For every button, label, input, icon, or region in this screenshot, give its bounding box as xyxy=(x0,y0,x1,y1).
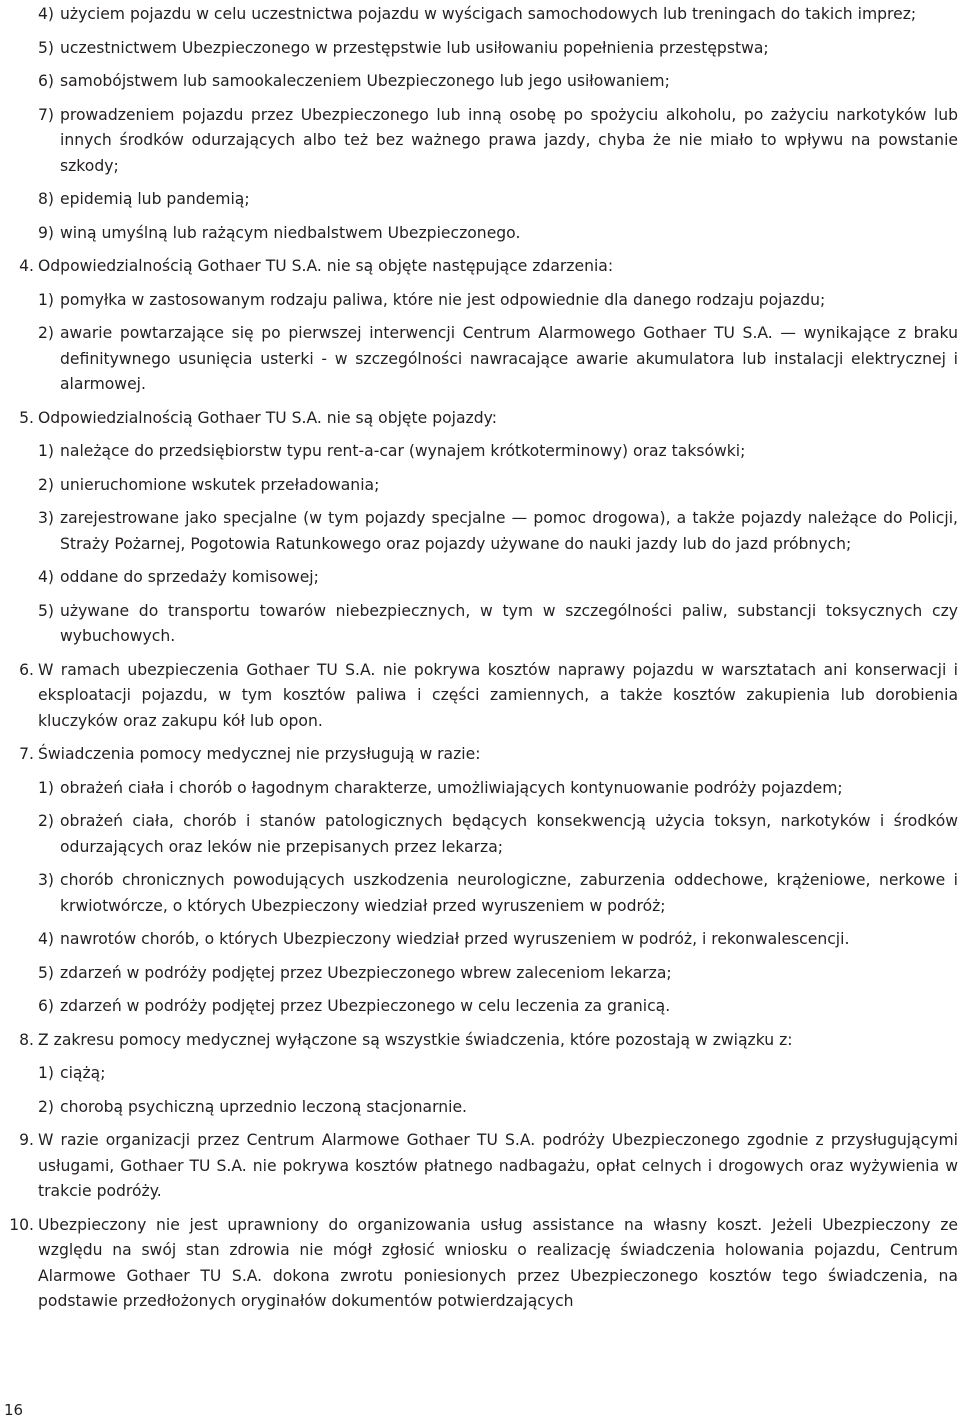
section-text: Odpowiedzialnością Gothaer TU S.A. nie są objęte następujące zdarzenia: xyxy=(38,257,614,275)
list-item xyxy=(0,1095,960,1121)
section-paragraph xyxy=(0,1128,960,1205)
section-number: 5. xyxy=(19,408,34,427)
list-item-marker: 1) xyxy=(38,290,55,309)
list-item-marker: 6) xyxy=(38,997,55,1015)
list-item xyxy=(0,473,960,499)
list-item xyxy=(0,599,960,650)
list-item xyxy=(0,776,960,802)
section-number: 10. xyxy=(9,1215,34,1234)
list-item-marker: 4) xyxy=(38,5,55,23)
list-item-marker: 4) xyxy=(38,930,55,948)
list-item-marker: 4) xyxy=(38,568,55,586)
list-item-marker: 3) xyxy=(38,871,55,889)
list-item-text: używane do transportu towarów niebezpiecznych, w tym w szczególności paliw, substancji toksycznych czy wybuchowych. xyxy=(60,601,958,645)
section-text: Ubezpieczony nie jest uprawniony do organizowania usług assistance na własny koszt. Jeżeli Ubezpieczony ze względu na swój stan zdrowia nie mógł zgłosić wniosku o realizację świadczenia holowania pojazdu, Centrum Alarmowe Gothaer TU S.A. dokona zwrotu poniesionych przez Ubezpieczonego kosztów tego świadczenia, na podstawie przedłożonych oryginałów dokumentów potwierdzających xyxy=(38,1215,958,1310)
section-text: Odpowiedzialnością Gothaer TU S.A. nie są objęte pojazdy: xyxy=(38,408,497,427)
page-number: 16 xyxy=(4,1401,24,1419)
list-item xyxy=(0,321,960,398)
section-text: W ramach ubezpieczenia Gothaer TU S.A. nie pokrywa kosztów naprawy pojazdu w warsztatach ani konserwacji i eksploatacji pojazdu, w tym kosztów paliwa i części zamiennych, a także kosztów zakupienia lub dorobienia kluczyków oraz zakupu kół lub opon. xyxy=(38,660,958,730)
list-item-marker: 1) xyxy=(38,442,55,460)
list-item-text: samobójstwem lub samookaleczeniem Ubezpieczonego lub jego usiłowaniem; xyxy=(60,72,670,90)
list-item-text: unieruchomione wskutek przeładowania; xyxy=(60,475,380,494)
list-item-text: należące do przedsiębiorstw typu rent-a-car (wynajem krótkoterminowy) oraz taksówki; xyxy=(60,442,746,460)
list-item-text: prowadzeniem pojazdu przez Ubezpieczonego lub inną osobę po spożyciu alkoholu, po zażyciu narkotyków lub innych środków odurzających albo też bez ważnego prawa jazdy, chyba że nie miało to wpływu na powstanie szkody; xyxy=(60,105,958,175)
list-item-text: ciążą; xyxy=(60,1064,106,1082)
section-text: Z zakresu pomocy medycznej wyłączone są wszystkie świadczenia, które pozostają w związku z: xyxy=(38,1030,793,1049)
section-text: Świadczenia pomocy medycznej nie przysługują w razie: xyxy=(38,745,481,763)
list-item xyxy=(0,2,960,28)
list-item xyxy=(0,961,960,987)
section-paragraph xyxy=(0,406,960,432)
section-number: 7. xyxy=(19,745,34,763)
section-number: 8. xyxy=(19,1030,34,1049)
section-paragraph xyxy=(0,742,960,768)
list-item xyxy=(0,565,960,591)
list-item-text: obrażeń ciała, chorób i stanów patologicznych będących konsekwencją użycia toksyn, narkotyków i środków odurzających oraz leków nie przepisanych przez lekarza; xyxy=(60,812,958,856)
section-number: 4. xyxy=(19,257,34,275)
list-item-marker: 2) xyxy=(38,324,55,342)
list-item xyxy=(0,506,960,557)
section-number: 9. xyxy=(19,1131,34,1149)
section-paragraph xyxy=(0,1213,960,1315)
list-item-marker: 5) xyxy=(38,38,55,57)
list-item xyxy=(0,927,960,953)
section-paragraph xyxy=(0,1028,960,1054)
list-item-text: obrażeń ciała i chorób o łagodnym charakterze, umożliwiających kontynuowanie podróży pojazdem; xyxy=(60,778,843,797)
list-item-text: zdarzeń w podróży podjętej przez Ubezpieczonego w celu leczenia za granicą. xyxy=(60,997,671,1015)
list-item-text: chorób chronicznych powodujących uszkodzenia neurologiczne, zaburzenia oddechowe, krążeniowe, nerkowe i krwiotwórcze, o których Ubezpieczony wiedział przed wyruszeniem w podróż; xyxy=(60,871,958,915)
list-item-text: awarie powtarzające się po pierwszej interwencji Centrum Alarmowego Gothaer TU S.A. — wynikające z braku definitywnego usunięcia usterki - w szczególności nawracające awarie akumulatora lub instalacji elektrycznej i alarmowej. xyxy=(60,324,958,393)
list-item-marker: 3) xyxy=(38,509,55,527)
list-item xyxy=(0,69,960,95)
list-item xyxy=(0,439,960,465)
list-item-text: epidemią lub pandemią; xyxy=(60,190,250,208)
list-item-marker: 2) xyxy=(38,1097,55,1116)
list-item xyxy=(0,1061,960,1087)
list-item-marker: 8) xyxy=(38,190,55,208)
list-item-text: zdarzeń w podróży podjętej przez Ubezpieczonego wbrew zaleceniom lekarza; xyxy=(60,963,672,982)
list-item xyxy=(0,809,960,860)
list-item xyxy=(0,36,960,62)
list-item-text: nawrotów chorób, o których Ubezpieczony wiedział przed wyruszeniem w podróż, i rekonwalescencji. xyxy=(60,930,850,948)
list-item xyxy=(0,994,960,1020)
list-item xyxy=(0,103,960,180)
list-item-marker: 9) xyxy=(38,223,55,242)
list-item-marker: 2) xyxy=(38,475,55,494)
list-item xyxy=(0,868,960,919)
list-item-marker: 5) xyxy=(38,963,55,982)
list-item-marker: 1) xyxy=(38,778,55,797)
list-item xyxy=(0,221,960,247)
list-item-text: oddane do sprzedaży komisowej; xyxy=(60,568,319,586)
list-item-marker: 5) xyxy=(38,601,55,620)
section-text: W razie organizacji przez Centrum Alarmowe Gothaer TU S.A. podróży Ubezpieczonego zgodnie z przysługującymi usługami, Gothaer TU S.A. nie pokrywa kosztów płatnego nadbagażu, opłat celnych i drogowych oraz wyżywienia w trakcie podróży. xyxy=(38,1131,958,1200)
list-item-marker: 1) xyxy=(38,1064,55,1082)
list-item-marker: 6) xyxy=(38,72,55,90)
list-item-marker: 2) xyxy=(38,812,55,830)
list-item-text: chorobą psychiczną uprzednio leczoną stacjonarnie. xyxy=(60,1097,467,1116)
section-paragraph xyxy=(0,658,960,735)
list-item-text: winą umyślną lub rażącym niedbalstwem Ubezpieczonego. xyxy=(60,223,521,242)
list-item-text: zarejestrowane jako specjalne (w tym pojazdy specjalne — pomoc drogowa), a także pojazdy należące do Policji, Straży Pożarnej, Pogotowia Ratunkowego oraz pojazdy używane do nauki jazdy lub do jazd próbnych; xyxy=(60,509,958,553)
list-item xyxy=(0,187,960,213)
list-item-text: pomyłka w zastosowanym rodzaju paliwa, które nie jest odpowiednie dla danego rodzaju pojazdu; xyxy=(60,290,826,309)
section-number: 6. xyxy=(19,660,34,679)
list-item-marker: 7) xyxy=(38,105,55,124)
list-item-text: uczestnictwem Ubezpieczonego w przestępstwie lub usiłowaniu popełnienia przestępstwa; xyxy=(60,38,769,57)
list-item xyxy=(0,288,960,314)
section-paragraph xyxy=(0,254,960,280)
list-item-text: użyciem pojazdu w celu uczestnictwa pojazdu w wyścigach samochodowych lub treningach do takich imprez; xyxy=(60,5,917,23)
